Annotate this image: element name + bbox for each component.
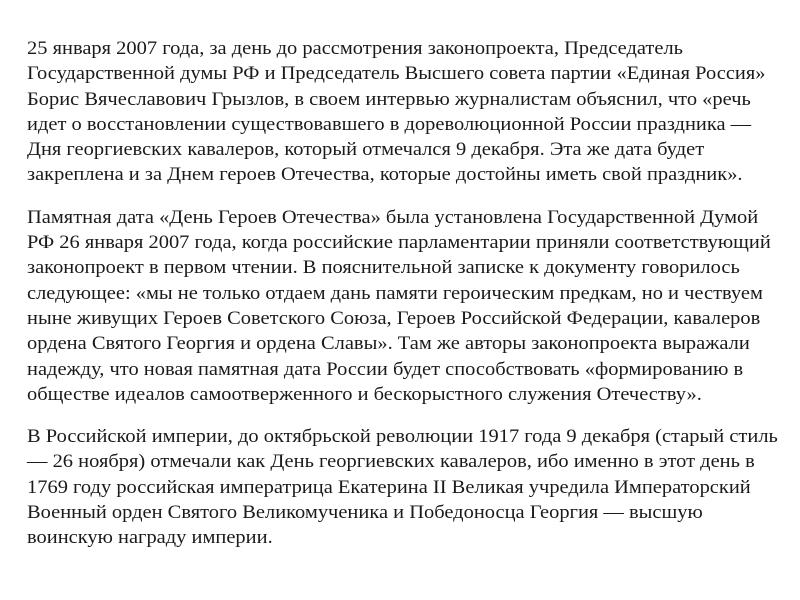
text-line: идет о восстановлении существовавшего в дореволюционной России праздника — bbox=[27, 113, 752, 135]
text-line: обществе идеалов самоотверженного и бескорыстного служения Отечеству». bbox=[27, 383, 702, 405]
text-line: надежду, что новая памятная дата России будет способствовать «формированию в bbox=[27, 358, 744, 380]
text-line: Военный орден Святого Великомученика и Победоносца Георгия — высшую bbox=[27, 502, 703, 524]
text-line: закреплена и за Днем героев Отечества, которые достойны иметь свой праздник». bbox=[27, 164, 743, 186]
text-line: Памятная дата «День Героев Отечества» была установлена Государственной Думой bbox=[27, 206, 759, 228]
text-line: ордена Святого Георгия и ордена Славы». Там же авторы законопроекта выражали bbox=[27, 333, 750, 355]
text-line: РФ 26 января 2007 года, когда российские парламентарии приняли соответствующий bbox=[27, 232, 771, 254]
paragraph-1 bbox=[27, 36, 766, 188]
text-line: Государственной думы РФ и Председатель Высшего совета партии «Единая Россия» bbox=[27, 63, 766, 85]
text-line: следующее: «мы не только отдаем дань памяти героическим предкам, но и чествуем bbox=[27, 282, 763, 304]
text-line: 25 января 2007 года, за день до рассмотрения законопроекта, Председатель bbox=[27, 38, 683, 59]
text-line: законопроект в первом чтении. В пояснительной записке к документу говорилось bbox=[27, 257, 740, 279]
text-line: Борис Вячеславович Грызлов, в своем интервью журналистам объяснил, что «речь bbox=[27, 88, 751, 110]
document-body bbox=[27, 36, 778, 568]
paragraph-2 bbox=[27, 205, 771, 407]
text-line: В Российской империи, до октябрьской революции 1917 года 9 декабря (старый стиль bbox=[27, 426, 778, 448]
text-line: 1769 году российская императрица Екатерина II Великая учредила Императорский bbox=[27, 476, 751, 498]
text-line: воинскую награду империи. bbox=[27, 527, 273, 549]
paragraph-3 bbox=[27, 424, 778, 550]
text-line: ныне живущих Героев Советского Союза, Героев Российской Федерации, кавалеров bbox=[27, 307, 761, 329]
text-line: Дня георгиевских кавалеров, который отмечался 9 декабря. Эта же дата будет bbox=[27, 139, 705, 161]
text-line: — 26 ноября) отмечали как День георгиевских кавалеров, ибо именно в этот день в bbox=[27, 451, 755, 473]
